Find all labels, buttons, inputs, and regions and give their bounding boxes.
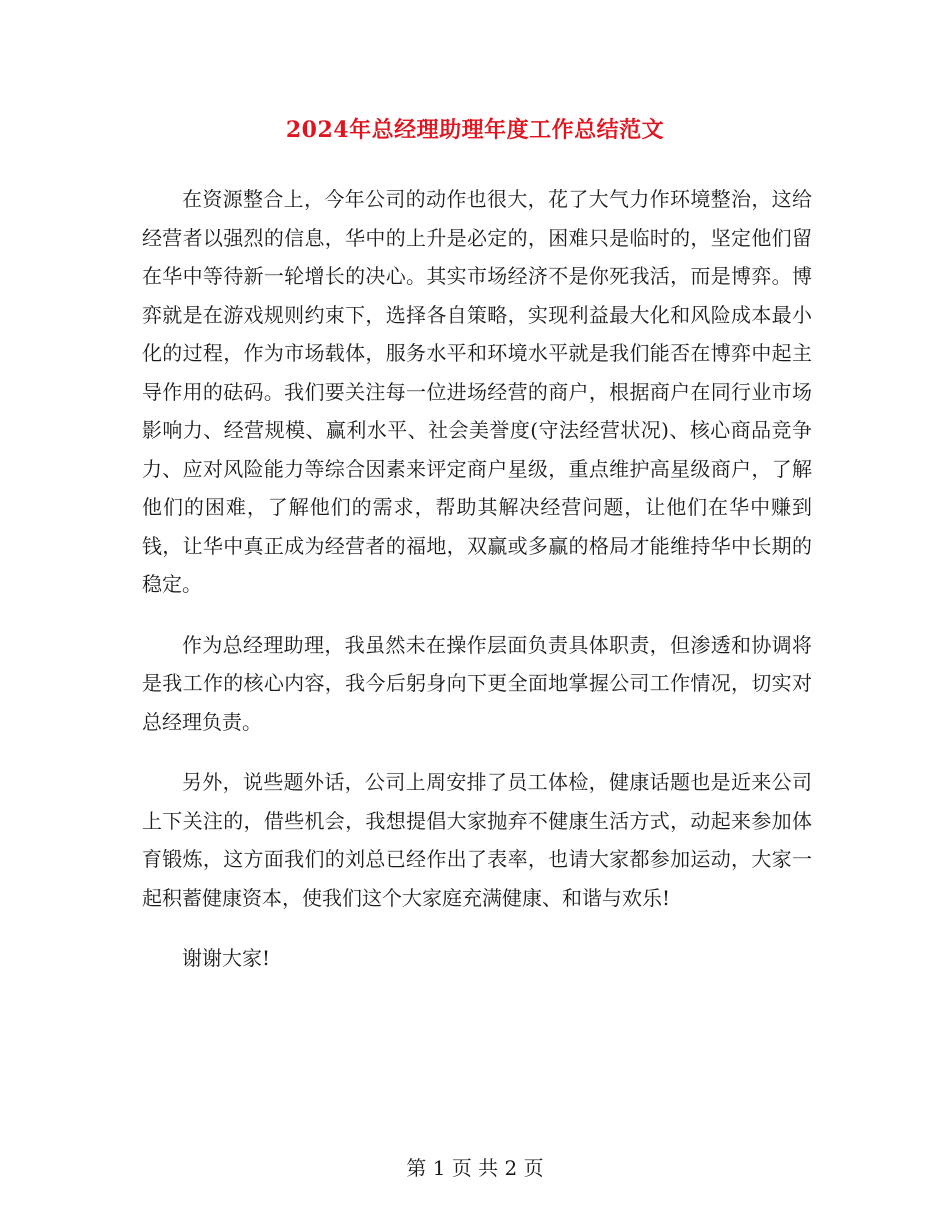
page-indicator: 第 1 页 共 2 页	[406, 1156, 544, 1180]
paragraph-health: 另外，说些题外话，公司上周安排了员工体检，健康话题也是近来公司上下关注的，借些机会，我想提倡大家抛弃不健康生活方式，动起来参加体育锻炼，这方面我们的刘总已经作出了表率，也请大家都参加运动，大家一起积蓄健康资本，使我们这个大家庭充满健康、和谐与欢乐!	[142, 770, 812, 910]
paragraph-resource-integration: 在资源整合上，今年公司的动作也很大，花了大气力作环境整治，这给经营者以强烈的信息，华中的上升是必定的，困难只是临时的，坚定他们留在华中等待新一轮增长的决心。其实市场经济不是你死我活，而是博弈。博弈就是在游戏规则约束下，选择各自策略，实现利益最大化和风险成本最小化的过程，作为市场载体，服务水平和环境水平就是我们能否在博弈中起主导作用的砝码。我们要关注每一位进场经营的商户，根据商户在同行业市场影响力、经营规模、赢利水平、社会美誉度(守法经营状况)、核心商品竞争力、应对风险能力等综合因素来评定商户星级，重点维护高星级商户，了解他们的困难，了解他们的需求，帮助其解决经营问题，让他们在华中赚到钱，让华中真正成为经营者的福地，双赢或多赢的格局才能维持华中长期的稳定。	[142, 187, 812, 596]
paragraph-thanks: 谢谢大家!	[182, 946, 271, 970]
document-title: 2024年总经理助理年度工作总结范文	[285, 117, 665, 143]
document-body	[142, 180, 812, 1000]
paragraph-assistant-role: 作为总经理助理，我虽然未在操作层面负责具体职责，但渗透和协调将是我工作的核心内容，我今后躬身向下更全面地掌握公司工作情况，切实对总经理负责。	[142, 632, 812, 734]
